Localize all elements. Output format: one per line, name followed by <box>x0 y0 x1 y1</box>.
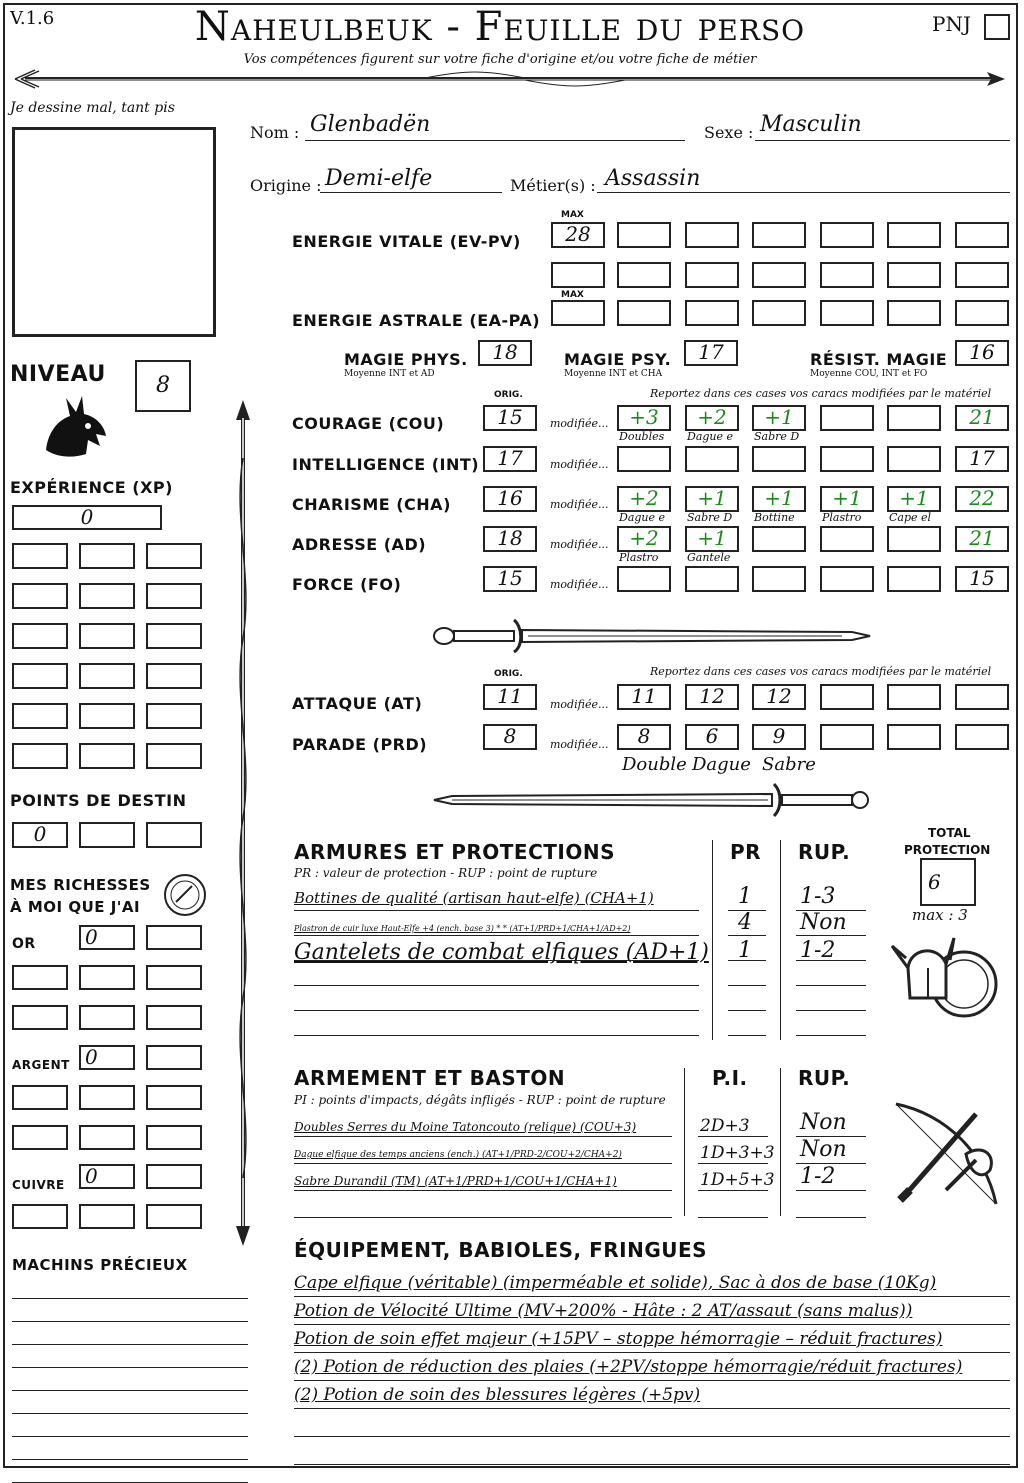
at-modif-label: modifiée... <box>550 698 609 711</box>
pnj-label: PNJ <box>932 12 971 36</box>
xp-box-3[interactable] <box>146 543 202 569</box>
total-label-2: PROTECTION <box>904 843 991 857</box>
carac-orig-box-2[interactable]: 17 <box>483 446 537 472</box>
or-box-7[interactable] <box>79 1005 135 1030</box>
armure-pr-line-1[interactable] <box>728 910 766 911</box>
arme-rup-line-3[interactable] <box>796 1190 866 1191</box>
xp-box-14[interactable] <box>79 703 135 729</box>
arme-1-name[interactable]: Doubles Serres du Moine Tatoncouto (relique) (COU+3) <box>294 1120 637 1134</box>
xp-box[interactable]: 0 <box>12 505 162 530</box>
carac-mod-note-1-3: Sabre D <box>754 430 800 443</box>
carac-mod-note-3-1: Dague e <box>619 511 666 524</box>
coin-icon <box>162 872 208 918</box>
armure-3-name[interactable]: Gantelets de combat elfiques (AD+1) <box>294 940 709 965</box>
sexe-label: Sexe : <box>704 123 754 142</box>
armement-note: PI : points d'impacts, dégâts infligés - RUP : point de rupture <box>294 1093 666 1107</box>
equip-item-3[interactable]: Potion de soin effet majeur (+15PV – stoppe hémorragie – réduit fractures) <box>294 1329 943 1349</box>
xp-box-13[interactable] <box>12 703 68 729</box>
ea-box-5[interactable] <box>887 300 941 326</box>
or-box-6[interactable] <box>12 1005 68 1030</box>
ev-box-row2-7[interactable] <box>955 262 1009 288</box>
ea-box-1[interactable] <box>617 300 671 326</box>
cuivre-label: CUIVRE <box>12 1178 65 1192</box>
prd-orig-box[interactable]: 8 <box>483 724 537 750</box>
xp-box-7[interactable] <box>12 623 68 649</box>
carac-orig-box-3[interactable]: 16 <box>483 486 537 512</box>
destin-box-1[interactable]: 0 <box>12 822 68 848</box>
equip-line-4[interactable] <box>294 1380 1010 1381</box>
origine-label: Origine : <box>250 176 322 195</box>
carac-mod-note-4-2: Gantele <box>687 551 731 564</box>
armure-rup-line-3[interactable] <box>796 960 866 961</box>
armure-2-pr[interactable]: 4 <box>738 910 752 935</box>
carac-mod-box-2-3[interactable] <box>752 446 806 472</box>
armure-rup-line-2[interactable] <box>796 935 866 936</box>
ev-box-2[interactable] <box>685 222 739 248</box>
ev-box-5[interactable] <box>887 222 941 248</box>
xp-box-15[interactable] <box>146 703 202 729</box>
arme-3-name[interactable]: Sabre Durandil (TM) (AT+1/PRD+1/COU+1/CHA+1) <box>294 1174 617 1188</box>
arme-pi-line-4[interactable] <box>698 1217 768 1218</box>
carac-mod-box-1-2[interactable]: +2 <box>685 405 739 431</box>
carac-modif-label-5: modifiée... <box>550 578 609 591</box>
niveau-box[interactable]: 8 <box>135 360 191 412</box>
machins-label: MACHINS PRÉCIEUX <box>12 1256 188 1274</box>
carac-final-box-1[interactable]: 21 <box>955 405 1009 431</box>
ev-max-label: MAX <box>561 210 584 220</box>
or-box[interactable]: 0 <box>79 925 135 950</box>
total-protection-box[interactable]: 6 <box>920 858 976 906</box>
carac-modif-label-4: modifiée... <box>550 538 609 551</box>
ev-box-row2-5[interactable] <box>820 262 874 288</box>
argent-box-8[interactable] <box>146 1125 202 1150</box>
machins-line-6[interactable] <box>12 1413 248 1414</box>
or-box-5[interactable] <box>146 965 202 990</box>
machins-line-3[interactable] <box>12 1344 248 1345</box>
carac-mod-note-3-5: Cape el <box>889 511 932 524</box>
nom-value[interactable]: Glenbadën <box>310 112 431 137</box>
arme-3-pi[interactable]: 1D+5+3 <box>700 1170 775 1190</box>
xp-box-12[interactable] <box>146 663 202 689</box>
resist-magie-label: RÉSIST. MAGIE <box>810 350 948 369</box>
xp-box-1[interactable] <box>12 543 68 569</box>
carac-modif-label-2: modifiée... <box>550 458 609 471</box>
xp-box-18[interactable] <box>146 743 202 769</box>
equip-item-2[interactable]: Potion de Vélocité Ultime (MV+200% - Hâte : 2 AT/assaut (sans malus)) <box>294 1301 913 1321</box>
prd-final-box[interactable] <box>955 724 1009 750</box>
equipement-title: ÉQUIPEMENT, BABIOLES, FRINGUES <box>294 1238 708 1262</box>
armures-note: PR : valeur de protection - RUP : point de rupture <box>294 866 598 880</box>
armures-rup-label: RUP. <box>798 840 851 864</box>
ea-label: ENERGIE ASTRALE (EA-PA) <box>292 311 541 330</box>
armure-1-name[interactable]: Bottines de qualité (artisan haut-elfe) (CHA+1) <box>294 889 654 907</box>
armement-rup-label: RUP. <box>798 1066 851 1090</box>
destin-label: POINTS DE DESTIN <box>10 791 187 810</box>
combat-report-note: Reportez dans ces cases vos caracs modifiées par le matériel <box>650 665 992 678</box>
carac-mod-box-4-4[interactable] <box>820 526 874 552</box>
carac-mod-box-4-1[interactable]: +2 <box>617 526 671 552</box>
sword-illustration-1 <box>432 612 872 658</box>
machins-line-8[interactable] <box>12 1459 248 1460</box>
armement-title: ARMEMENT ET BASTON <box>294 1066 566 1090</box>
xp-box-6[interactable] <box>146 583 202 609</box>
richesses-label-1: MES RICHESSES <box>10 876 151 894</box>
ev-max-box[interactable]: 28 <box>551 222 605 248</box>
argent-box-6[interactable] <box>12 1125 68 1150</box>
armure-line-2[interactable] <box>294 935 699 936</box>
destin-box-3[interactable] <box>146 822 202 848</box>
carac-label-1: COURAGE (COU) <box>292 414 445 433</box>
equip-line-6[interactable] <box>294 1436 1010 1437</box>
pnj-checkbox[interactable] <box>984 14 1010 40</box>
at-orig-box[interactable]: 11 <box>483 684 537 710</box>
armure-line-6[interactable] <box>294 1035 699 1036</box>
argent-box[interactable]: 0 <box>79 1045 135 1070</box>
prd-modif-label: modifiée... <box>550 738 609 751</box>
carac-label-2: INTELLIGENCE (INT) <box>292 455 480 474</box>
ea-box-6[interactable] <box>955 300 1009 326</box>
carac-orig-box-4[interactable]: 18 <box>483 526 537 552</box>
equip-item-1[interactable]: Cape elfique (véritable) (imperméable et solide), Sac à dos de base (10Kg) <box>294 1273 937 1293</box>
argent-box-4[interactable] <box>79 1085 135 1110</box>
carac-modif-label-3: modifiée... <box>550 498 609 511</box>
carac-mod-note-4-1: Plastro <box>619 551 659 564</box>
metier-value[interactable]: Assassin <box>605 166 701 191</box>
carac-mod-box-5-2[interactable] <box>685 566 739 592</box>
or-label: OR <box>12 936 36 952</box>
ev-box-row2-1[interactable] <box>551 262 605 288</box>
carac-mod-box-2-2[interactable] <box>685 446 739 472</box>
prd-mod-box-5[interactable] <box>887 724 941 750</box>
carac-modif-label-1: modifiée... <box>550 417 609 430</box>
total-label-1: TOTAL <box>928 826 971 840</box>
cuivre-box-3[interactable] <box>12 1204 68 1229</box>
dragon-icon <box>38 392 110 464</box>
carac-mod-box-5-3[interactable] <box>752 566 806 592</box>
armure-pr-line-5[interactable] <box>728 1010 766 1011</box>
magie-psy-note: Moyenne INT et CHA <box>564 369 663 379</box>
carac-mod-box-1-3[interactable]: +1 <box>752 405 806 431</box>
metier-label: Métier(s) : <box>510 176 596 195</box>
armure-line-3[interactable] <box>294 960 699 961</box>
armure-line-1[interactable] <box>294 910 699 911</box>
or-box-4[interactable] <box>79 965 135 990</box>
weapon-label-2: Dague <box>692 754 751 775</box>
weapon-label-3: Sabre <box>762 754 816 775</box>
carac-mod-note-1-2: Dague e <box>687 430 734 443</box>
ev-box-3[interactable] <box>752 222 806 248</box>
xp-box-9[interactable] <box>146 623 202 649</box>
armure-2-rup[interactable]: Non <box>800 910 847 935</box>
niveau-label: NIVEAU <box>10 362 106 387</box>
arme-rup-line-2[interactable] <box>796 1163 866 1164</box>
argent-box-5[interactable] <box>146 1085 202 1110</box>
armure-rup-line-4[interactable] <box>796 985 866 986</box>
arme-3-rup[interactable]: 1-2 <box>800 1164 836 1189</box>
armure-3-pr[interactable]: 1 <box>738 938 752 963</box>
at-mod-box-4[interactable] <box>820 684 874 710</box>
prd-label: PARADE (PRD) <box>292 735 428 754</box>
magie-phys-note: Moyenne INT et AD <box>344 369 435 379</box>
ev-box-row2-6[interactable] <box>887 262 941 288</box>
or-box-2[interactable] <box>146 925 202 950</box>
carac-label-5: FORCE (FO) <box>292 575 402 594</box>
armures-pr-label: PR <box>730 840 762 864</box>
arme-1-pi[interactable]: 2D+3 <box>700 1116 750 1136</box>
cuivre-box[interactable]: 0 <box>79 1164 135 1189</box>
carac-mod-box-5-4[interactable] <box>820 566 874 592</box>
armure-pr-line-6[interactable] <box>728 1035 766 1036</box>
origine-value[interactable]: Demi-elfe <box>325 166 433 191</box>
xp-box-10[interactable] <box>12 663 68 689</box>
magie-phys-box[interactable]: 18 <box>478 340 532 366</box>
carac-mod-box-3-2[interactable]: +1 <box>685 486 739 512</box>
arme-1-rup[interactable]: Non <box>800 1110 847 1135</box>
sexe-value[interactable]: Masculin <box>760 112 862 137</box>
carac-mod-box-3-1[interactable]: +2 <box>617 486 671 512</box>
total-max: max : 3 <box>912 906 968 924</box>
armure-1-pr[interactable]: 1 <box>738 884 752 909</box>
carac-mod-box-3-3[interactable]: +1 <box>752 486 806 512</box>
cuivre-box-5[interactable] <box>146 1204 202 1229</box>
xp-box-5[interactable] <box>79 583 135 609</box>
armure-pr-line-4[interactable] <box>728 985 766 986</box>
magie-phys-label: MAGIE PHYS. <box>344 350 468 369</box>
carac-final-box-4[interactable]: 21 <box>955 526 1009 552</box>
carac-mod-note-3-2: Sabre D <box>687 511 733 524</box>
xp-box-11[interactable] <box>79 663 135 689</box>
sword-illustration-2 <box>432 780 872 820</box>
armure-pr-line-2[interactable] <box>728 935 766 936</box>
arme-pi-line-3[interactable] <box>698 1190 768 1191</box>
carac-orig-box-1[interactable]: 15 <box>483 405 537 431</box>
magie-psy-label: MAGIE PSY. <box>564 350 672 369</box>
arme-rup-line-1[interactable] <box>796 1136 866 1137</box>
armure-rup-line-1[interactable] <box>796 910 866 911</box>
arme-pi-line-2[interactable] <box>698 1163 768 1164</box>
at-mod-box-1[interactable]: 11 <box>617 684 671 710</box>
armure-rup-line-5[interactable] <box>796 1010 866 1011</box>
armure-1-rup[interactable]: 1-3 <box>800 884 836 909</box>
page-title: Naheulbeuk - Feuille du perso <box>194 4 806 50</box>
equip-item-5[interactable]: (2) Potion de soin des blessures légères (+5pv) <box>294 1385 701 1405</box>
machins-line-4[interactable] <box>12 1367 248 1368</box>
caracs-report-note: Reportez dans ces cases vos caracs modifiées par le matériel <box>650 387 992 400</box>
machins-line-7[interactable] <box>12 1436 248 1437</box>
arme-rup-line-4[interactable] <box>796 1217 866 1218</box>
at-mod-box-2[interactable]: 12 <box>685 684 739 710</box>
machins-line-2[interactable] <box>12 1321 248 1322</box>
page-subtitle: Vos compétences figurent sur votre fiche d'origine et/ou votre fiche de métier <box>243 52 757 67</box>
richesses-label-2: À MOI QUE J'AI <box>10 898 141 916</box>
carac-mod-box-1-1[interactable]: +3 <box>617 405 671 431</box>
carac-final-box-3[interactable]: 22 <box>955 486 1009 512</box>
equip-line-5[interactable] <box>294 1408 1010 1409</box>
arme-line-3[interactable] <box>294 1190 672 1191</box>
ea-max-box[interactable] <box>551 300 605 326</box>
arme-2-rup[interactable]: Non <box>800 1137 847 1162</box>
at-label: ATTAQUE (AT) <box>292 694 423 713</box>
arme-pi-line-1[interactable] <box>698 1136 768 1137</box>
carac-final-box-5[interactable]: 15 <box>955 566 1009 592</box>
armure-rup-line-6[interactable] <box>796 1035 866 1036</box>
xp-box-2[interactable] <box>79 543 135 569</box>
ev-box-row2-4[interactable] <box>752 262 806 288</box>
nom-label: Nom : <box>250 123 300 142</box>
ev-box-4[interactable] <box>820 222 874 248</box>
machins-line-1[interactable] <box>12 1298 248 1299</box>
armement-pi-label: P.I. <box>712 1066 748 1090</box>
carac-mod-box-2-1[interactable] <box>617 446 671 472</box>
ev-label: ENERGIE VITALE (EV-PV) <box>292 232 521 251</box>
ev-box-row2-2[interactable] <box>617 262 671 288</box>
carac-mod-box-1-5[interactable] <box>887 405 941 431</box>
version-label: V.1.6 <box>10 8 55 29</box>
argent-box-2[interactable] <box>146 1045 202 1070</box>
magie-psy-box[interactable]: 17 <box>684 340 738 366</box>
arrow-divider <box>5 66 1015 90</box>
xp-box-4[interactable] <box>12 583 68 609</box>
armures-title: ARMURES ET PROTECTIONS <box>294 840 615 864</box>
or-box-3[interactable] <box>12 965 68 990</box>
ev-box-6[interactable] <box>955 222 1009 248</box>
carac-label-3: CHARISME (CHA) <box>292 495 451 514</box>
or-box-8[interactable] <box>146 1005 202 1030</box>
xp-box-16[interactable] <box>12 743 68 769</box>
ev-box-1[interactable] <box>617 222 671 248</box>
ea-box-4[interactable] <box>820 300 874 326</box>
at-mod-box-3[interactable]: 12 <box>752 684 806 710</box>
ea-box-2[interactable] <box>685 300 739 326</box>
caracs-orig-label: ORIG. <box>494 390 523 400</box>
prd-mod-box-2[interactable]: 6 <box>685 724 739 750</box>
xp-box-8[interactable] <box>79 623 135 649</box>
armure-pr-line-3[interactable] <box>728 960 766 961</box>
carac-mod-box-4-3[interactable] <box>752 526 806 552</box>
xp-box-17[interactable] <box>79 743 135 769</box>
portrait-box[interactable] <box>12 127 216 337</box>
carac-mod-note-3-3: Bottine <box>754 511 795 524</box>
xp-label: EXPÉRIENCE (XP) <box>10 478 173 497</box>
equip-line-2[interactable] <box>294 1324 1010 1325</box>
carac-mod-box-2-5[interactable] <box>887 446 941 472</box>
at-final-box[interactable] <box>955 684 1009 710</box>
ea-box-3[interactable] <box>752 300 806 326</box>
armure-line-4[interactable] <box>294 985 699 986</box>
carac-label-4: ADRESSE (AD) <box>292 535 427 554</box>
resist-magie-note: Moyenne COU, INT et FO <box>810 369 928 379</box>
carac-mod-box-5-1[interactable] <box>617 566 671 592</box>
carac-mod-note-3-4: Plastro <box>822 511 862 524</box>
argent-box-3[interactable] <box>12 1085 68 1110</box>
armure-line-5[interactable] <box>294 1010 699 1011</box>
arme-line-1[interactable] <box>294 1136 672 1137</box>
combat-orig-label: ORIG. <box>494 669 523 679</box>
resist-magie-box[interactable]: 16 <box>955 340 1009 366</box>
carac-mod-box-3-4[interactable]: +1 <box>820 486 874 512</box>
helmet-shield-icon <box>888 928 1000 1028</box>
ev-box-row2-3[interactable] <box>685 262 739 288</box>
carac-mod-box-5-5[interactable] <box>887 566 941 592</box>
weapon-label-1: Double <box>622 754 687 775</box>
equip-line-1[interactable] <box>294 1296 1010 1297</box>
ea-max-label: MAX <box>561 290 584 300</box>
carac-final-box-2[interactable]: 17 <box>955 446 1009 472</box>
carac-mod-box-4-2[interactable]: +1 <box>685 526 739 552</box>
prd-mod-box-3[interactable]: 9 <box>752 724 806 750</box>
prd-mod-box-1[interactable]: 8 <box>617 724 671 750</box>
destin-box-2[interactable] <box>79 822 135 848</box>
armure-3-rup[interactable]: 1-2 <box>800 938 836 963</box>
argent-box-7[interactable] <box>79 1125 135 1150</box>
arme-2-name[interactable]: Dague elfique des temps anciens (ench.) (AT+1/PRD-2/COU+2/CHA+2) <box>294 1150 622 1160</box>
arme-2-pi[interactable]: 1D+3+3 <box>700 1143 775 1163</box>
carac-mod-box-4-5[interactable] <box>887 526 941 552</box>
portrait-caption: Je dessine mal, tant pis <box>10 100 175 116</box>
carac-mod-note-1-1: Doubles <box>619 430 665 443</box>
machins-line-5[interactable] <box>12 1390 248 1391</box>
carac-orig-box-5[interactable]: 15 <box>483 566 537 592</box>
arme-line-2[interactable] <box>294 1163 672 1164</box>
prd-mod-box-4[interactable] <box>820 724 874 750</box>
equip-item-4[interactable]: (2) Potion de réduction des plaies (+2PV/stoppe hémorragie/réduit fractures) <box>294 1357 963 1377</box>
cuivre-box-2[interactable] <box>146 1164 202 1189</box>
argent-label: ARGENT <box>12 1058 70 1072</box>
carac-mod-box-3-5[interactable]: +1 <box>887 486 941 512</box>
equip-line-3[interactable] <box>294 1352 1010 1353</box>
equip-line-7[interactable] <box>294 1464 1010 1465</box>
carac-mod-box-1-4[interactable] <box>820 405 874 431</box>
carac-mod-box-2-4[interactable] <box>820 446 874 472</box>
at-mod-box-5[interactable] <box>887 684 941 710</box>
armure-2-name[interactable]: Plastron de cuir luxe Haut-Elfe +4 (ench. base 3) * * (AT+1/PRD+1/CHA+1/AD+2) <box>294 924 631 933</box>
arme-line-4[interactable] <box>294 1217 672 1218</box>
cuivre-box-4[interactable] <box>79 1204 135 1229</box>
weapons-icon <box>886 1094 1006 1214</box>
staff-illustration <box>228 398 258 1248</box>
